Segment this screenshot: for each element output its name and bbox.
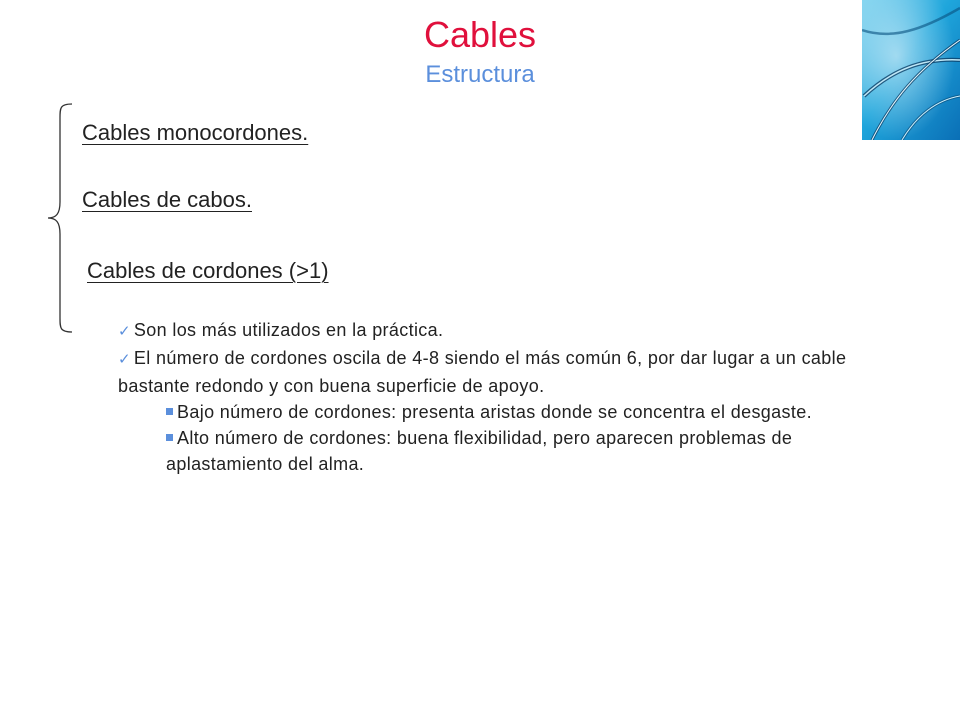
curly-brace-icon xyxy=(44,102,76,334)
checkmark-icon: ✓ xyxy=(118,323,131,340)
sub-bullet-item xyxy=(166,425,863,477)
sub-bullet-text: Alto número de cordones: buena flexibilidad, pero aparecen problemas de aplastamiento del alma. xyxy=(166,428,793,474)
bullet-list xyxy=(118,317,863,477)
item-cables-monocordones: Cables monocordones. xyxy=(82,120,309,145)
checkmark-icon: ✓ xyxy=(118,351,131,368)
sub-bullet-item xyxy=(166,399,863,425)
bullet-text: Son los más utilizados en la práctica. xyxy=(133,320,444,340)
bullet-item xyxy=(118,345,863,399)
sub-bullet-text: Bajo número de cordones: presenta aristas donde se concentra el desgaste. xyxy=(177,402,812,422)
slide-title: Cables xyxy=(423,14,537,55)
bullet-text: El número de cordones oscila de 4-8 siendo el más común 6, por dar lugar a un cable bastante redondo y con buena superficie de apoyo. xyxy=(118,348,847,396)
slide-subtitle: Estructura xyxy=(425,61,535,88)
item-cables-de-cabos: Cables de cabos. xyxy=(82,187,252,212)
square-bullet-icon xyxy=(166,434,173,441)
bullet-item xyxy=(118,317,863,345)
item-cables-de-cordones: Cables de cordones (>1) xyxy=(87,258,329,283)
square-bullet-icon xyxy=(166,408,173,415)
cable-photo xyxy=(862,0,960,140)
